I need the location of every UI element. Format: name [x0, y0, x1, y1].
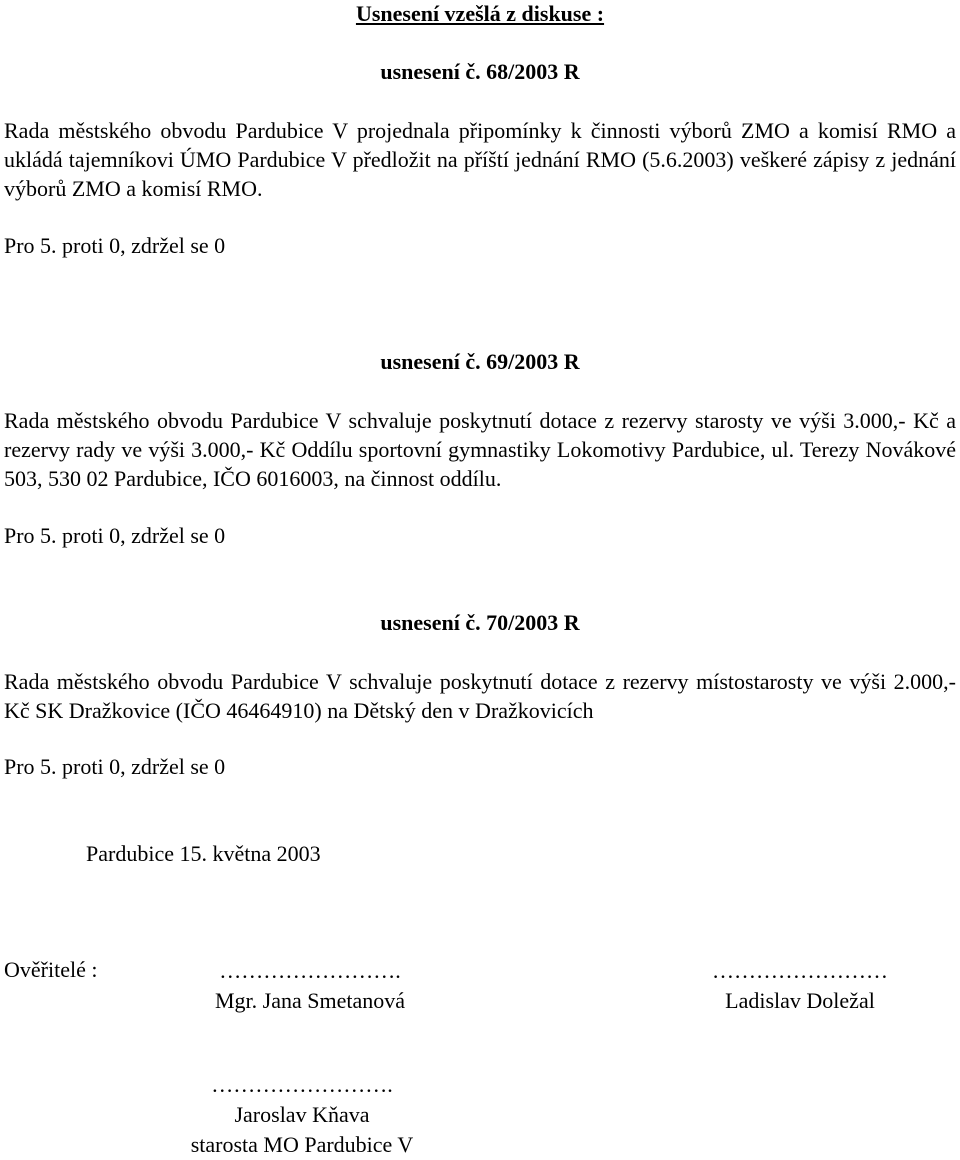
- signature-dots: ……………………: [712, 958, 888, 983]
- resolution-69-vote: Pro 5. proti 0, zdržel se 0: [4, 523, 226, 548]
- resolution-69-number: usnesení č. 69/2003 R: [380, 349, 580, 374]
- resolution-70-number: usnesení č. 70/2003 R: [380, 610, 580, 635]
- resolution-70-vote: Pro 5. proti 0, zdržel se 0: [4, 754, 226, 779]
- document-title: Usnesení vzešlá z diskuse :: [355, 1, 605, 26]
- signature-dots: …………………….: [211, 1072, 393, 1097]
- signature-block-dolezal: [670, 956, 930, 1016]
- signatory-name: Mgr. Jana Smetanová: [214, 988, 406, 1013]
- signature-dots: …………………….: [219, 958, 401, 983]
- place-date: Pardubice 15. května 2003: [86, 841, 321, 866]
- signatory-name: Jaroslav Kňava: [234, 1102, 370, 1127]
- signature-block-smetanova: [180, 956, 440, 1016]
- resolution-68-number: usnesení č. 68/2003 R: [380, 59, 580, 84]
- resolution-69-text: Rada městského obvodu Pardubice V schvaluje poskytnutí dotace z rezervy starosty ve výši 3.000,- Kč a rezervy rady ve výši 3.000,- Kč Oddílu sportovní gymnastiky Lokomotivy Pardubice, ul. Terezy Novákové 503, 530 02 Pardubice, IČO 6016003, na činnost oddílu.: [4, 408, 956, 491]
- signature-block-knava: [172, 1070, 432, 1160]
- signatory-role: starosta MO Pardubice V: [190, 1132, 414, 1157]
- resolution-68-vote: Pro 5. proti 0, zdržel se 0: [4, 233, 226, 258]
- resolution-68-text: Rada městského obvodu Pardubice V projednala připomínky k činnosti výborů ZMO a komisí RMO a ukládá tajemníkovi ÚMO Pardubice V předložit na příští jednání RMO (5.6.2003) veškeré zápisy z jednání výborů ZMO a komisí RMO.: [4, 118, 956, 201]
- resolution-70-text: Rada městského obvodu Pardubice V schvaluje poskytnutí dotace z rezervy místostarosty ve výši 2.000,- Kč SK Dražkovice (IČO 46464910) na Dětský den v Dražkovicích: [4, 669, 956, 723]
- signatory-name: Ladislav Doležal: [725, 988, 875, 1013]
- verifiers-label: Ověřitelé :: [4, 957, 98, 982]
